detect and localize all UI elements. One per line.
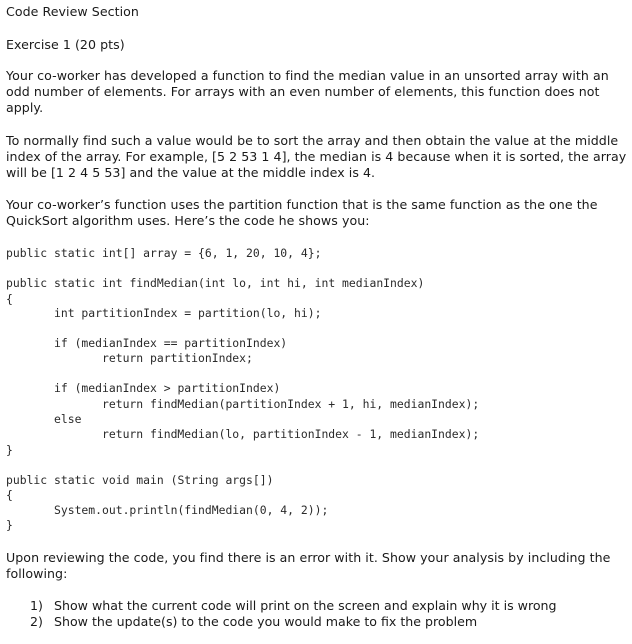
partition-paragraph: Your co-worker’s function uses the partition function that is the same function as the one the QuickSort algorithm uses. Here’s the code he shows you: — [6, 197, 598, 228]
intro-paragraph: Your co-worker has developed a function to find the median value in an unsorted array with an odd number of elements. For arrays with an even number of elements, this function does not apply. — [6, 68, 609, 115]
code-open-brace: { — [6, 292, 13, 306]
code-main-close-brace: } — [6, 518, 13, 532]
task-list — [30, 598, 557, 630]
code-return-right: return findMedian(partitionIndex + 1, hi, medianIndex); — [102, 397, 480, 411]
code-main-signature: public static void main (String args[]) — [6, 473, 274, 487]
section-title: Code Review Section — [6, 4, 139, 19]
task-text: Show the update(s) to the code you would make to fix the problem — [54, 614, 478, 629]
task-number: 1) — [30, 598, 43, 613]
code-println-call: System.out.println(findMedian(0, 4, 2)); — [54, 503, 329, 517]
method-paragraph: To normally find such a value would be to sort the array and then obtain the value at the middle index of the array. For example, [5 2 53 1 4], the median is 4 because when it is sorted, the array will be [1 2 4 5 53] and the value at the middle index is 4. — [6, 133, 627, 180]
code-partition-call: int partitionIndex = partition(lo, hi); — [54, 306, 322, 320]
code-return-partition: return partitionIndex; — [102, 351, 253, 365]
review-paragraph: Upon reviewing the code, you find there is an error with it. Show your analysis by including the following: — [6, 550, 611, 581]
code-find-median-signature: public static int findMedian(int lo, int hi, int medianIndex) — [6, 276, 425, 290]
code-else: else — [54, 412, 82, 426]
code-close-brace: } — [6, 443, 13, 457]
task-item — [30, 614, 557, 630]
task-item — [30, 598, 557, 614]
task-text: Show what the current code will print on the screen and explain why it is wrong — [54, 598, 557, 613]
code-return-left: return findMedian(lo, partitionIndex - 1, medianIndex); — [102, 427, 480, 441]
code-if-greater: if (medianIndex > partitionIndex) — [54, 381, 281, 395]
code-array-declaration: public static int[] array = {6, 1, 20, 10, 4}; — [6, 246, 322, 260]
code-main-open-brace: { — [6, 488, 13, 502]
task-number: 2) — [30, 614, 43, 629]
code-if-equal: if (medianIndex == partitionIndex) — [54, 336, 288, 350]
exercise-heading: Exercise 1 (20 pts) — [6, 37, 125, 52]
